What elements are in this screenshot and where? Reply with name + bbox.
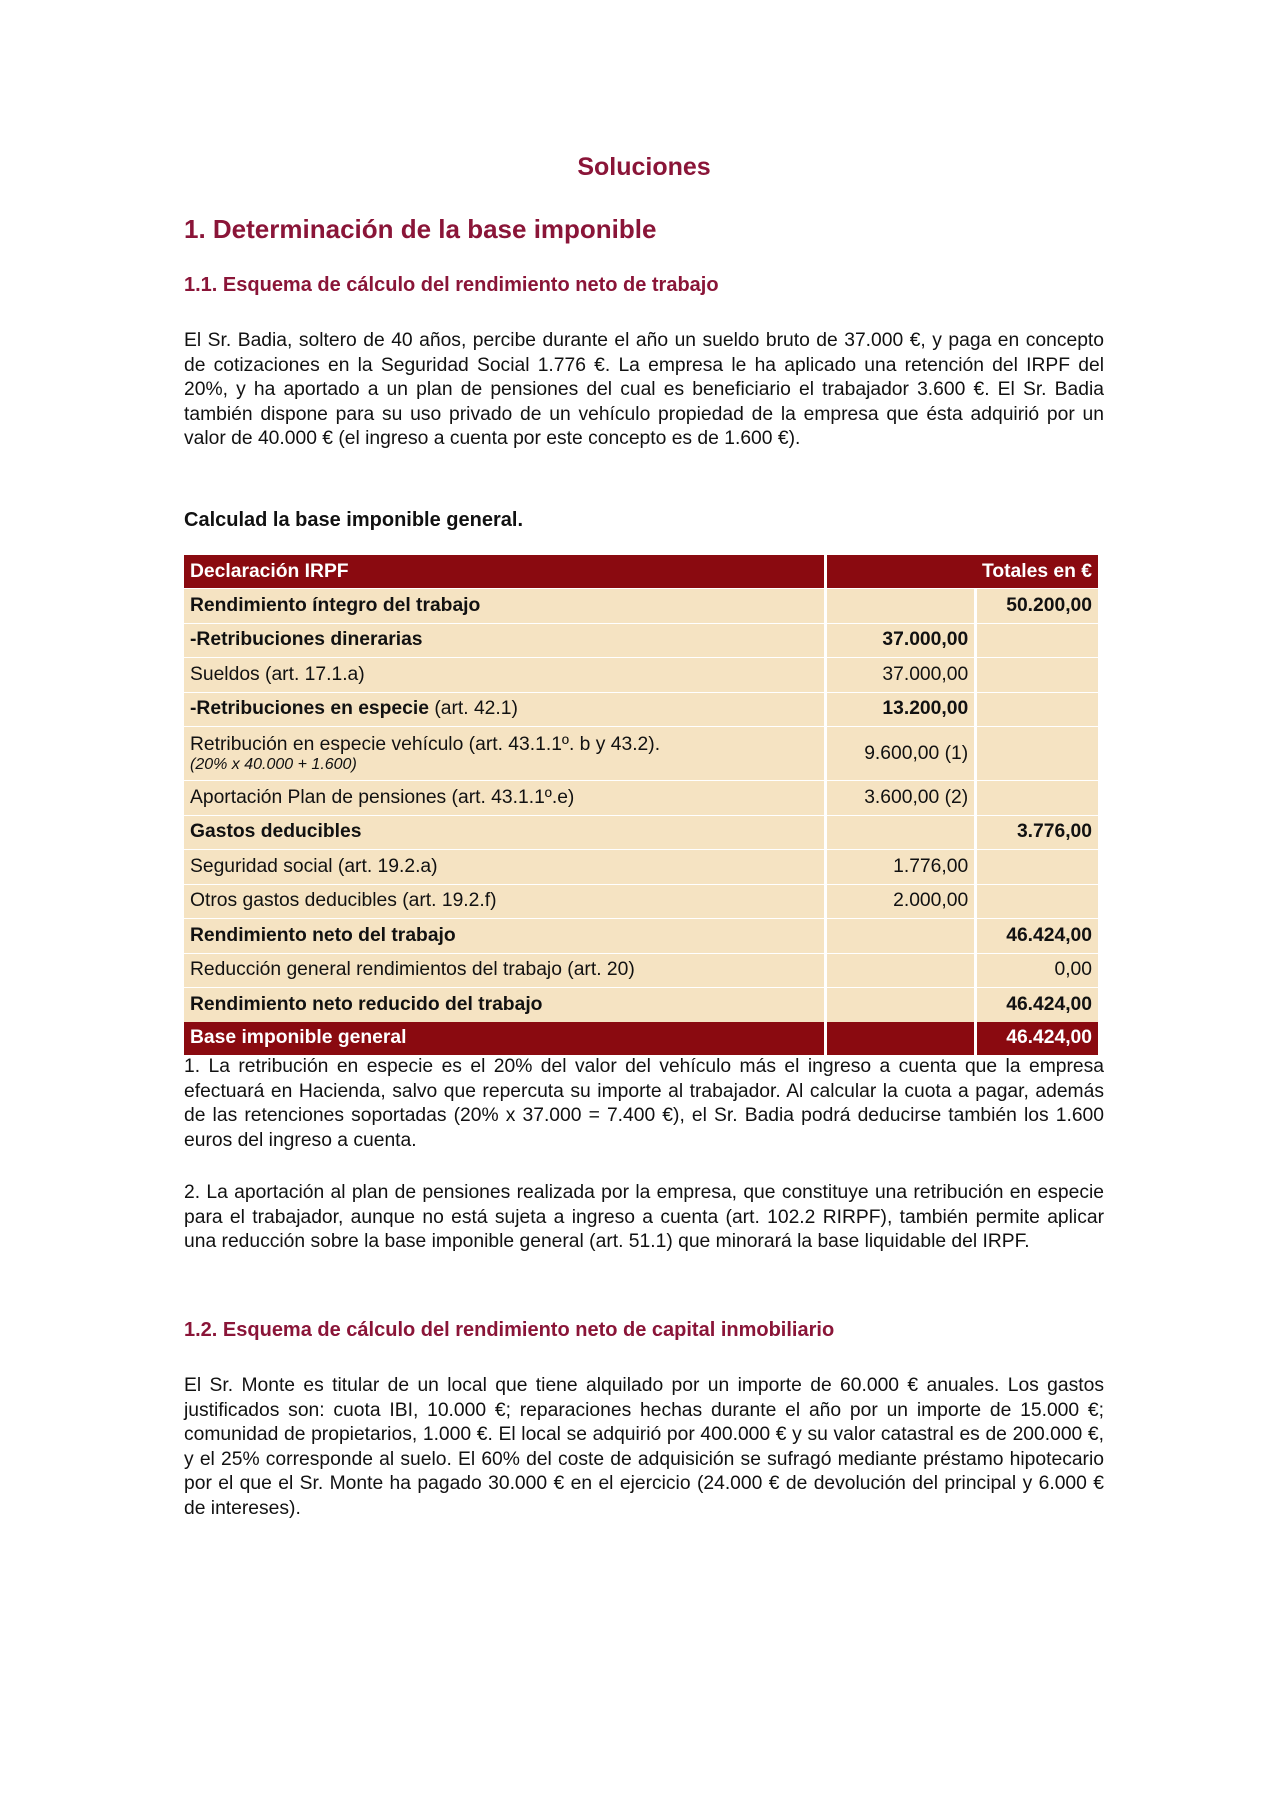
row-label xyxy=(184,692,824,727)
row-total xyxy=(977,726,1098,780)
row-label: Sueldos (art. 17.1.a) xyxy=(184,657,824,692)
row-partial: 2.000,00 xyxy=(827,884,974,919)
row-label: Otros gastos deducibles (art. 19.2.f) xyxy=(184,884,824,919)
row-partial xyxy=(827,953,974,988)
footer-partial xyxy=(827,1022,974,1055)
row-label: Rendimiento íntegro del trabajo xyxy=(184,588,824,623)
row-label xyxy=(184,726,824,780)
intro-paragraph-1-2: El Sr. Monte es titular de un local que tiene alquilado por un importe de 60.000 € anuales. Los gastos justificados son: cuota IBI, 10.000 €; reparaciones hechas durante el año por un importe de 15.000 €; comunidad de propietarios, 1.000 €. El local se adquirió por 400.000 € y su valor catastral es de 200.000 €, y el 25% corresponde al suelo. El 60% del coste de adquisición se sufragó mediante préstamo hipotecario por el que el Sr. Monte ha pagado 30.000 € en el ejercicio (24.000 € de devolución del principal y 6.000 € de intereses). xyxy=(184,1375,1104,1519)
row-partial: 13.200,00 xyxy=(827,692,974,727)
row-label: Gastos deducibles xyxy=(184,815,824,850)
page-title: Soluciones xyxy=(577,153,711,181)
table-row xyxy=(184,780,1098,815)
header-totals: Totales en € xyxy=(827,555,1098,588)
row-partial xyxy=(827,987,974,1022)
row-partial: 37.000,00 xyxy=(827,657,974,692)
table-row xyxy=(184,918,1098,953)
footer-total: 46.424,00 xyxy=(977,1022,1098,1055)
row-partial: 3.600,00 (2) xyxy=(827,780,974,815)
table-row xyxy=(184,987,1098,1022)
row-total xyxy=(977,692,1098,727)
row-label-bold: -Retribuciones en especie xyxy=(190,698,429,720)
table-row xyxy=(184,884,1098,919)
table-row xyxy=(184,692,1098,727)
row-partial xyxy=(827,815,974,850)
row-label-suffix: (art. 42.1) xyxy=(428,698,518,720)
row-total: 46.424,00 xyxy=(977,918,1098,953)
row-total xyxy=(977,884,1098,919)
task-statement: Calculad la base imponible general. xyxy=(184,509,523,531)
row-label-text: Retribución en especie vehículo (art. 43.1.1º. b y 43.2). xyxy=(190,733,661,755)
intro-paragraph-1-1: El Sr. Badia, soltero de 40 años, percibe durante el año un sueldo bruto de 37.000 €, y paga en concepto de cotizaciones en la Seguridad Social 1.776 €. La empresa le ha aplicado una retención del IRPF del 20%, y ha aportado a un plan de pensiones del cual es beneficiario el trabajador 3.600 €. El Sr. Badia también dispone para su uso privado de un vehículo propiedad de la empresa que ésta adquirió por un valor de 40.000 € (el ingreso a cuenta por este concepto es de 1.600 €). xyxy=(184,330,1104,450)
row-label: -Retribuciones dinerarias xyxy=(184,623,824,658)
footnote-1: 1. La retribución en especie es el 20% del valor del vehículo más el ingreso a cuenta que la empresa efectuará en Hacienda, salvo que repercuta su importe al trabajador. Al calcular la cuota a pagar, además de las retenciones soportadas (20% x 37.000 = 7.400 €), el Sr. Badia podrá deducirse también los 1.600 euros del ingreso a cuenta. xyxy=(184,1056,1104,1151)
footer-label: Base imponible general xyxy=(184,1022,824,1055)
table-row xyxy=(184,588,1098,623)
subsection-heading-1-2: 1.2. Esquema de cálculo del rendimiento neto de capital inmobiliario xyxy=(184,1319,835,1341)
row-total: 50.200,00 xyxy=(977,588,1098,623)
table-row xyxy=(184,849,1098,884)
subsection-heading-1-1: 1.1. Esquema de cálculo del rendimiento neto de trabajo xyxy=(184,274,719,296)
row-label: Rendimiento neto reducido del trabajo xyxy=(184,987,824,1022)
table-footer-row xyxy=(184,1022,1098,1055)
row-label: Aportación Plan de pensiones (art. 43.1.1º.e) xyxy=(184,780,824,815)
row-total xyxy=(977,623,1098,658)
irpf-table xyxy=(181,555,1101,1055)
row-partial: 1.776,00 xyxy=(827,849,974,884)
footnote-2: 2. La aportación al plan de pensiones realizada por la empresa, que constituye una retribución en especie para el trabajador, aunque no está sujeta a ingreso a cuenta (art. 102.2 RIRPF), también permite aplicar una reducción sobre la base imponible general (art. 51.1) que minorará la base liquidable del IRPF. xyxy=(184,1182,1104,1253)
table-row xyxy=(184,623,1098,658)
table-row xyxy=(184,726,1098,780)
row-total: 3.776,00 xyxy=(977,815,1098,850)
table-row xyxy=(184,953,1098,988)
table-row xyxy=(184,815,1098,850)
row-total xyxy=(977,657,1098,692)
section-heading: 1. Determinación de la base imponible xyxy=(184,214,657,244)
row-total xyxy=(977,849,1098,884)
row-note: (20% x 40.000 + 1.600) xyxy=(190,755,357,773)
row-partial: 37.000,00 xyxy=(827,623,974,658)
row-partial: 9.600,00 (1) xyxy=(827,726,974,780)
header-label: Declaración IRPF xyxy=(184,555,824,588)
row-label: Reducción general rendimientos del trabajo (art. 20) xyxy=(184,953,824,988)
table-row xyxy=(184,657,1098,692)
table-header-row xyxy=(184,555,1098,588)
row-partial xyxy=(827,588,974,623)
row-total: 46.424,00 xyxy=(977,987,1098,1022)
row-total xyxy=(977,780,1098,815)
row-label: Rendimiento neto del trabajo xyxy=(184,918,824,953)
row-label: Seguridad social (art. 19.2.a) xyxy=(184,849,824,884)
row-total: 0,00 xyxy=(977,953,1098,988)
row-partial xyxy=(827,918,974,953)
